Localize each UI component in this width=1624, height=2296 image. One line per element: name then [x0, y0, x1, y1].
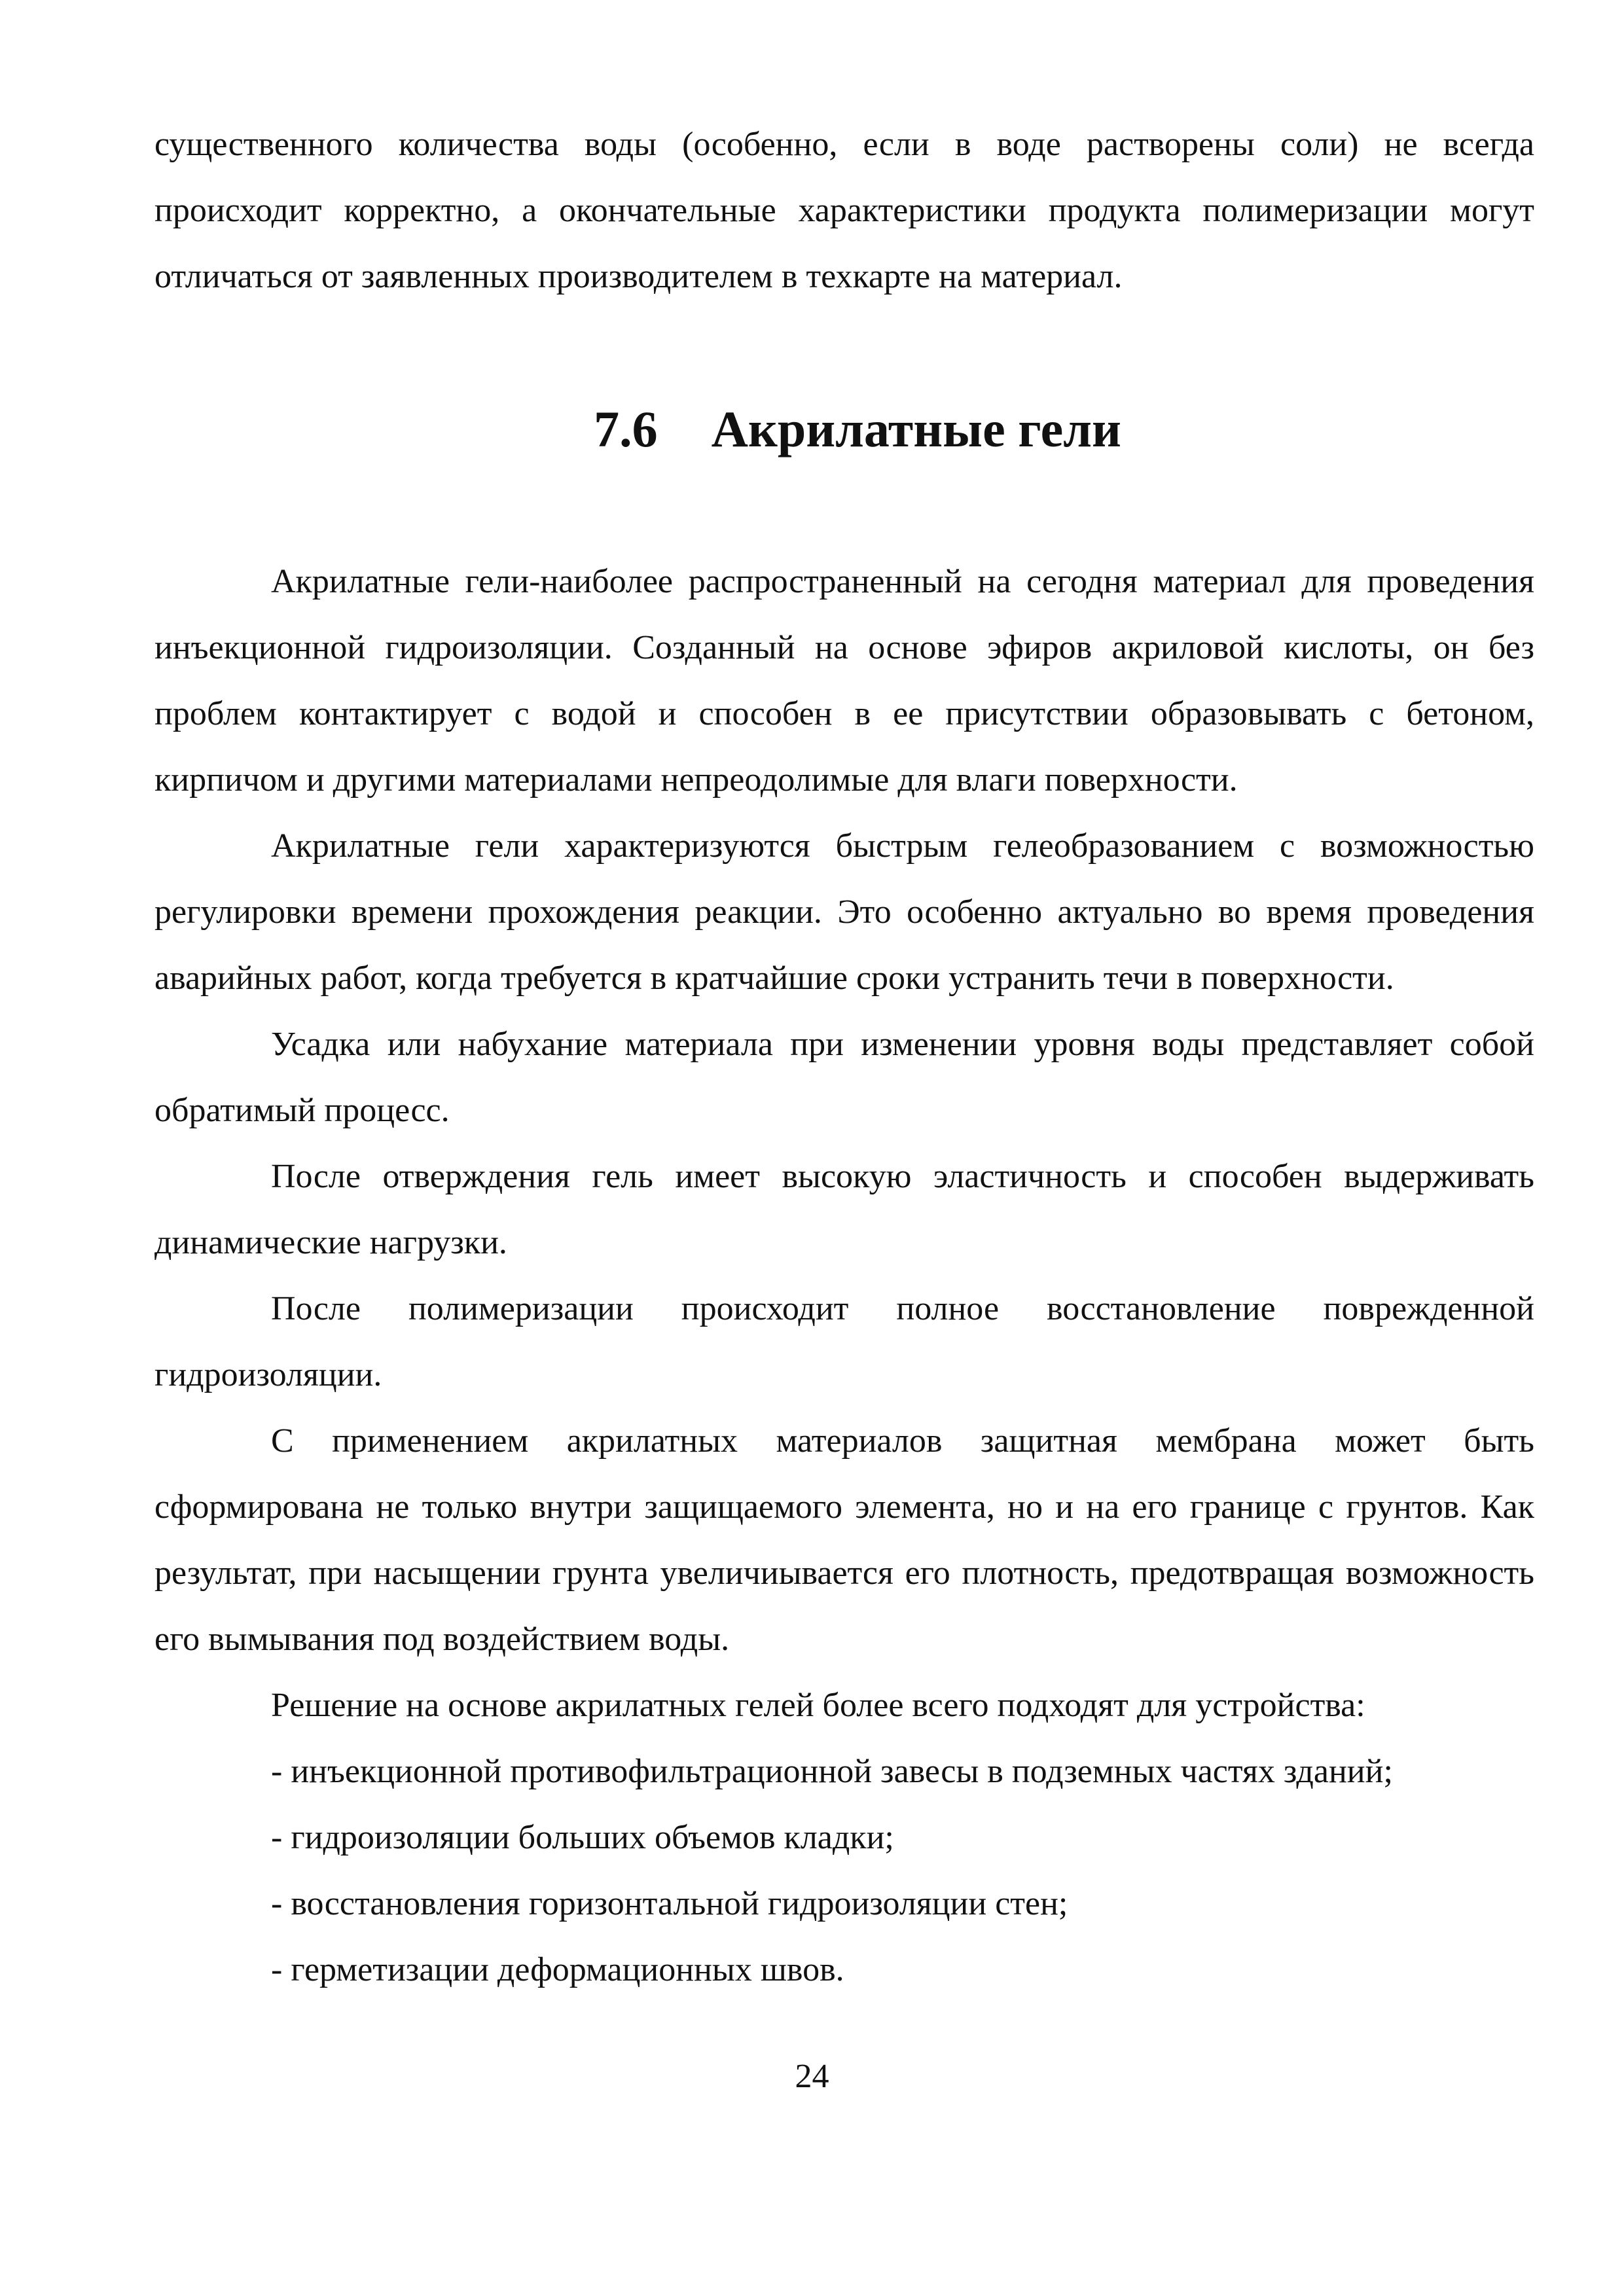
list-item: - восстановления горизонтальной гидроизоляции стен; — [271, 1885, 1068, 1922]
list-item: - гидроизоляции больших объемов кладки; — [271, 1819, 894, 1856]
list-item: - инъекционной противофильтрационной завесы в подземных частях зданий; — [271, 1753, 1393, 1790]
bullet-list — [154, 1738, 1534, 2003]
paragraph-6: С применением акрилатных материалов защитная мембрана может быть сформирована не только внутри защищаемого элемента, но и на его границе с грунтов. Как результат, при насыщении грунта увеличиывается его плотность, предотвращая возможность его вымывания под воздействием воды. — [154, 1422, 1534, 1658]
section-number: 7.6 — [594, 401, 658, 457]
paragraph-5: После полимеризации происходит полное восстановление поврежденной гидроизоляции. — [154, 1290, 1534, 1393]
page-number: 24 — [795, 2058, 829, 2095]
section-heading — [154, 396, 1534, 462]
document-page — [154, 111, 1534, 2003]
paragraph-7: Решение на основе акрилатных гелей более всего подходят для устройства: — [271, 1687, 1365, 1724]
paragraph-4: После отверждения гель имеет высокую эластичность и способен выдерживать динамические нагрузки. — [154, 1158, 1534, 1261]
paragraph-1: Акрилатные гели-наиболее распространенный на сегодня материал для проведения инъекционной гидроизоляции. Созданный на основе эфиров акриловой кислоты, он без проблем контактирует с водой и способен в ее присутствии образовывать с бетоном, кирпичом и другими материалами непреодолимые для влаги поверхности. — [154, 563, 1534, 798]
paragraph-3: Усадка или набухание материала при изменении уровня воды представляет собой обратимый процесс. — [154, 1026, 1534, 1129]
intro-paragraph: существенного количества воды (особенно, если в воде растворены соли) не всегда происходит корректно, а окончательные характеристики продукта полимеризации могут отличаться от заявленных производителем в техкарте на материал. — [154, 126, 1534, 295]
paragraph-2: Акрилатные гели характеризуются быстрым гелеобразованием с возможностью регулировки времени прохождения реакции. Это особенно актуально во время проведения аварийных работ, когда требуется в кратчайшие сроки устранить течи в поверхности. — [154, 827, 1534, 997]
section-title: Акрилатные гели — [711, 401, 1121, 457]
list-item: - герметизации деформационных швов. — [271, 1951, 844, 1988]
